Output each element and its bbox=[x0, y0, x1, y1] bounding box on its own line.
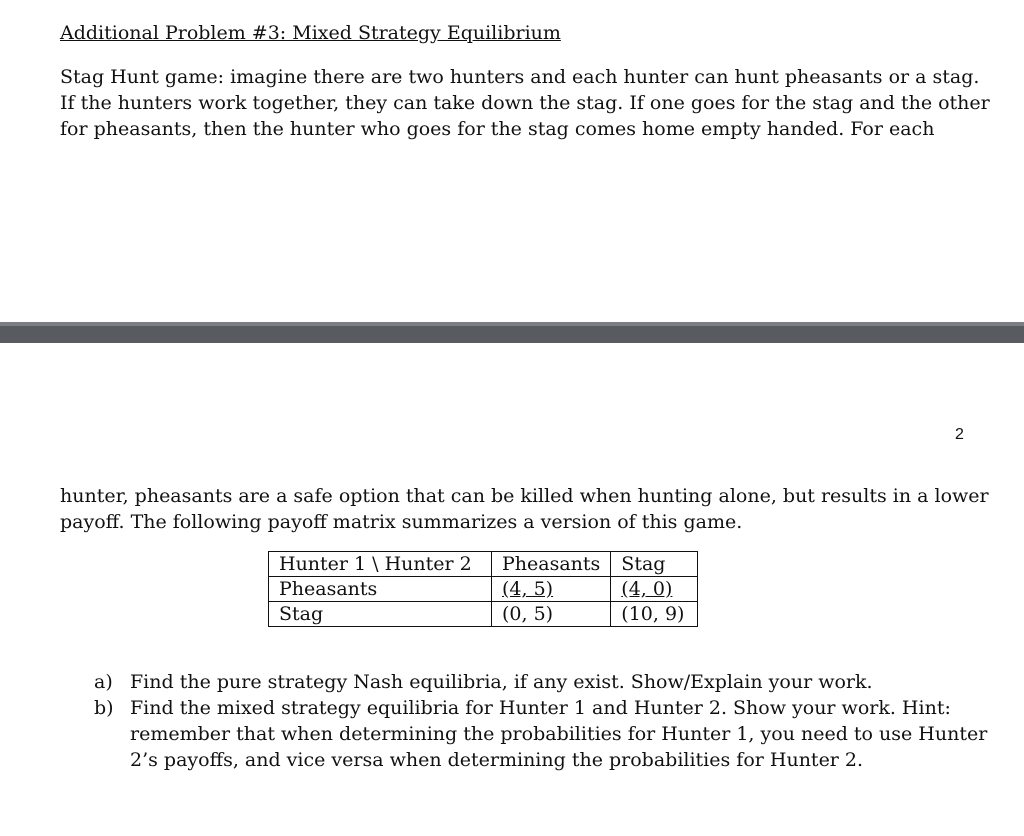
row-label-stag: Stag bbox=[269, 602, 492, 627]
continuation-line-1: hunter, pheasants are a safe option that can be killed when hunting alone, but results in a lower bbox=[60, 485, 989, 507]
problem-title: Additional Problem #3: Mixed Strategy Equilibrium bbox=[60, 22, 561, 44]
payoff-matrix-table bbox=[268, 551, 698, 627]
page-break-divider bbox=[0, 322, 1024, 343]
payoff-cell: (0, 5) bbox=[492, 602, 611, 627]
document-page-bottom bbox=[0, 343, 1024, 836]
question-list bbox=[94, 669, 988, 773]
intro-line-3: for pheasants, then the hunter who goes for the stag comes home empty handed. For each bbox=[60, 118, 935, 140]
document-page-top bbox=[0, 0, 1024, 322]
question-marker: a) bbox=[94, 671, 113, 693]
continuation-line-2: payoff. The following payoff matrix summarizes a version of this game. bbox=[60, 511, 743, 533]
question-b-line-1: Find the mixed strategy equilibria for Hunter 1 and Hunter 2. Show your work. Hint: bbox=[130, 697, 951, 719]
question-b bbox=[94, 695, 988, 773]
payoff-cell: (10, 9) bbox=[611, 602, 698, 627]
header-cell-players: Hunter 1 \ Hunter 2 bbox=[269, 552, 492, 577]
question-b-line-3: 2’s payoffs, and vice versa when determining the probabilities for Hunter 2. bbox=[130, 749, 864, 771]
row-label-pheasants: Pheasants bbox=[269, 577, 492, 602]
payoff-cell: (4, 0) bbox=[611, 577, 698, 602]
question-a-line-1: Find the pure strategy Nash equilibria, if any exist. Show/Explain your work. bbox=[130, 671, 873, 693]
payoff-cell: (4, 5) bbox=[492, 577, 611, 602]
header-cell-pheasants: Pheasants bbox=[492, 552, 611, 577]
page-number: 2 bbox=[955, 426, 964, 443]
question-a bbox=[94, 669, 974, 695]
table-row bbox=[269, 602, 698, 627]
question-b-line-2: remember that when determining the probabilities for Hunter 1, you need to use Hunter bbox=[130, 723, 988, 745]
intro-line-2: If the hunters work together, they can take down the stag. If one goes for the stag and the other bbox=[60, 92, 990, 114]
intro-line-1: Stag Hunt game: imagine there are two hunters and each hunter can hunt pheasants or a stag. bbox=[60, 66, 980, 88]
table-row bbox=[269, 577, 698, 602]
question-marker: b) bbox=[94, 697, 114, 719]
table-header-row bbox=[269, 552, 698, 577]
header-cell-stag: Stag bbox=[611, 552, 698, 577]
page-break-shade bbox=[0, 322, 1024, 326]
